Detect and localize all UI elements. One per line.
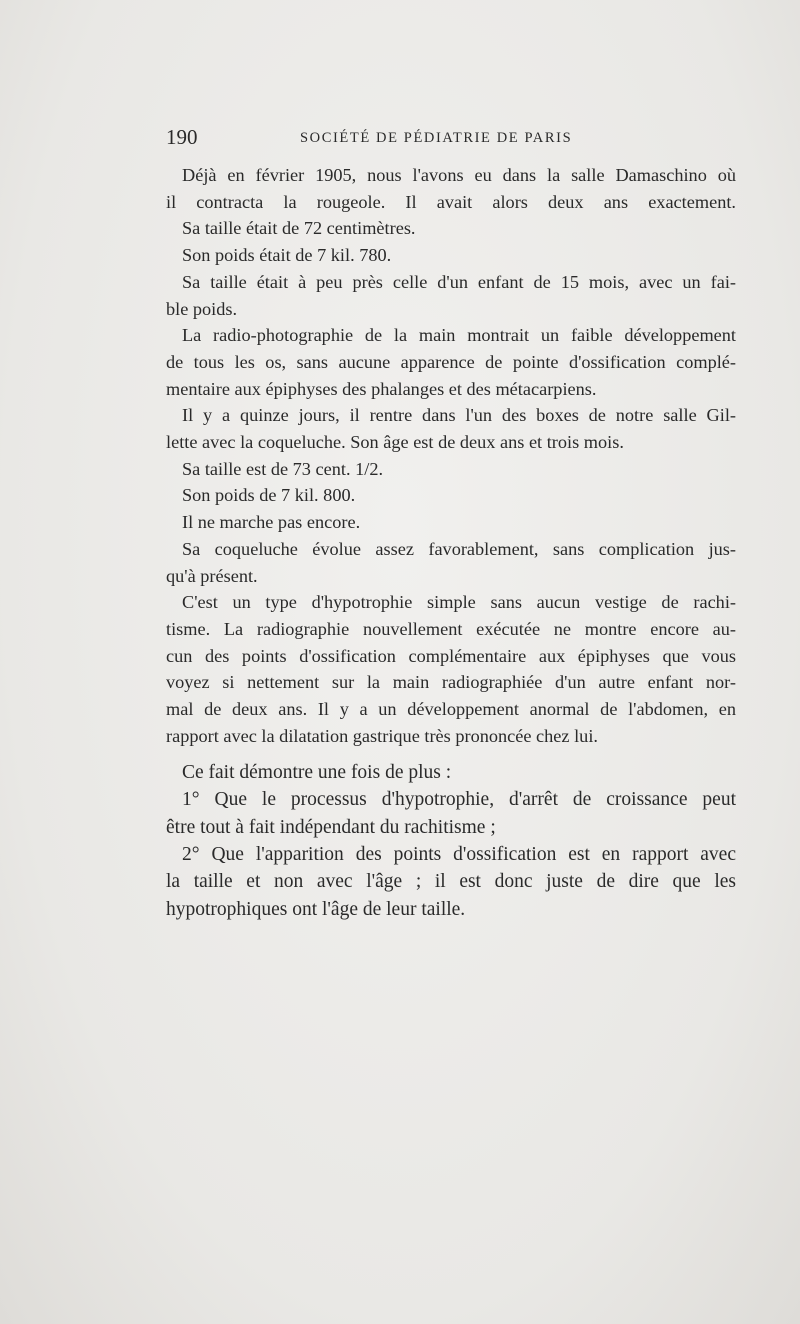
text-line: rapport avec la dilatation gastrique très prononcée chez lui. — [166, 725, 598, 746]
text-line: mal de deux ans. Il y a un développement anormal de l'abdomen, en — [166, 699, 736, 719]
text-line: Déjà en février 1905, nous l'avons eu dans la salle Damaschino où — [182, 165, 736, 185]
text-line: C'est un type d'hypotrophie simple sans aucun vestige de rachi- — [182, 592, 736, 613]
text-line: cun des points d'ossification complémentaire aux épiphyses que vous — [166, 645, 736, 666]
text-line: 1° Que le processus d'hypotrophie, d'arrêt de croissance peut — [182, 789, 736, 811]
text-line: Sa taille était à peu près celle d'un enfant de 15 mois, avec un fai- — [182, 271, 736, 292]
text-line: Son poids de 7 kil. 800. — [182, 485, 356, 506]
text-line: Il ne marche pas encore. — [182, 512, 361, 533]
running-title: SOCIÉTÉ DE PÉDIATRIE DE PARIS — [300, 130, 573, 146]
text-line: mentaire aux épiphyses des phalanges et des métacarpiens. — [166, 378, 597, 399]
text-line: ble poids. — [166, 298, 238, 319]
text-line: Ce fait démontre une fois de plus : — [182, 762, 452, 783]
text-line: Sa coqueluche évolue assez favorablement, sans complication jus- — [182, 538, 736, 559]
text-line: Son poids était de 7 kil. 780. — [182, 245, 392, 266]
text-line: Sa taille est de 73 cent. 1/2. — [182, 458, 384, 479]
text-line: lette avec la coqueluche. Son âge est de deux ans et trois mois. — [166, 432, 624, 452]
text-line: la taille et non avec l'âge ; il est donc juste de dire que les — [166, 871, 736, 893]
text-line: voyez si nettement sur la main radiographiée d'un autre enfant nor- — [166, 672, 736, 693]
text-line: être tout à fait indépendant du rachitisme ; — [166, 816, 496, 838]
text-line: tisme. La radiographie nouvellement exécutée ne montre encore au- — [166, 618, 736, 639]
text-line: il contracta la rougeole. Il avait alors deux ans exactement. — [166, 191, 736, 212]
text-line: hypotrophiques ont l'âge de leur taille. — [166, 898, 466, 920]
text-line: 2° Que l'apparition des points d'ossification est en rapport avec — [182, 843, 736, 865]
text-line: qu'à présent. — [166, 565, 258, 586]
text-line: Sa taille était de 72 centimètres. — [182, 218, 416, 239]
page-number: 190 — [166, 125, 198, 149]
text-line: Il y a quinze jours, il rentre dans l'un des boxes de notre salle Gil- — [182, 405, 736, 426]
text-line: La radio-photographie de la main montrait un faible développement — [182, 325, 736, 346]
text-line: de tous les os, sans aucune apparence de pointe d'ossification complé- — [166, 351, 736, 372]
